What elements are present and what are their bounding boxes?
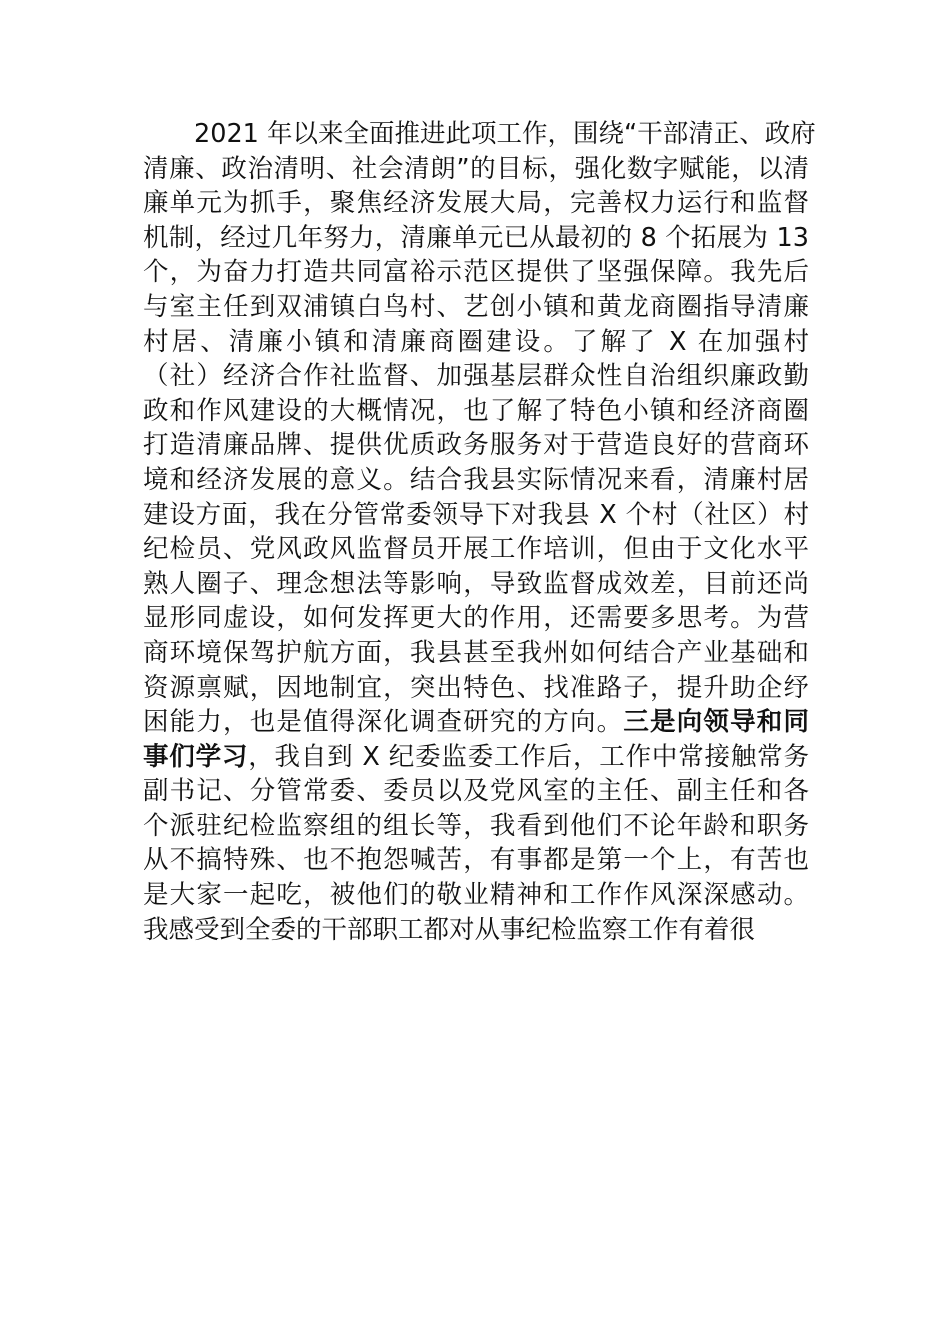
text-line: 村居、清廉小镇和清廉商圈建设。了解了 X 在加强村 [143,326,809,357]
text-line: 显形同虚设，如何发挥更大的作用，还需要多思考。为营 [143,603,809,634]
text-line [143,705,809,740]
text-line: 副书记、分管常委、委员以及党风室的主任、副主任和各 [143,776,809,807]
text-line: 我感受到全委的干部职工都对从事纪检监察工作有着很 [143,914,756,945]
text-line: 机制，经过几年努力，清廉单元已从最初的 8 个拓展为 13 [143,222,809,253]
bold-heading-run: 三是向领导和同 [623,707,809,738]
text-line: 商环境保驾护航方面，我县甚至我州如何结合产业基础和 [143,637,809,668]
text-line: 与室主任到双浦镇白鸟村、艺创小镇和黄龙商圈指导清廉 [143,291,809,322]
text-run: ，我自到 X 纪委监委工作后，工作中常接触常务 [248,741,809,772]
text-line: 建设方面，我在分管常委领导下对我县 X 个村（社区）村 [143,499,809,530]
text-line: 是大家一起吃，被他们的敬业精神和工作作风深深感动。 [143,880,809,911]
text-line: 熟人圈子、理念想法等影响，导致监督成效差，目前还尚 [143,568,809,599]
text-line: （社）经济合作社监督、加强基层群众性自治组织廉政勤 [143,361,809,392]
text-line: 政和作风建设的大概情况，也了解了特色小镇和经济商圈 [143,395,809,426]
body-paragraph [143,117,816,947]
text-line: 个，为奋力打造共同富裕示范区提供了坚强保障。我先后 [143,257,809,288]
text-line: 清廉、政治清明、社会清朗”的目标，强化数字赋能，以清 [143,153,809,184]
bold-heading-run: 事们学习 [143,741,249,772]
text-line: 境和经济发展的意义。结合我县实际情况来看，清廉村居 [143,464,809,495]
text-line: 资源禀赋，因地制宜，突出特色、找准路子，提升助企纾 [143,672,809,703]
text-line: 纪检员、党风政风监督员开展工作培训，但由于文化水平 [143,534,809,565]
text-line: 从不搞特殊、也不抱怨喊苦，有事都是第一个上，有苦也 [143,845,809,876]
text-line: 2021 年以来全面推进此项工作，围绕“干部清正、政府 [194,119,816,149]
text-line: 廉单元为抓手，聚焦经济发展大局，完善权力运行和监督 [143,188,809,219]
text-line: 个派驻纪检监察组的组长等，我看到他们不论年龄和职务 [143,810,809,841]
text-line: 打造清廉品牌、提供优质政务服务对于营造良好的营商环 [143,430,809,461]
text-run: 困能力，也是值得深化调查研究的方向。 [143,707,624,738]
text-line [143,740,809,775]
